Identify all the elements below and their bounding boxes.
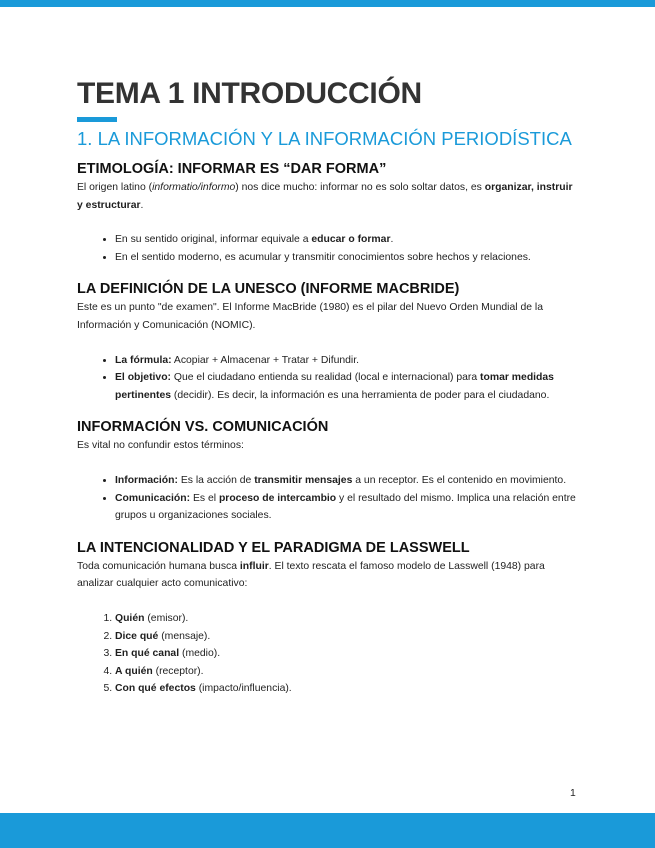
heading-etimologia: ETIMOLOGÍA: INFORMAR ES “DAR FORMA” <box>77 161 387 177</box>
top-accent-bar <box>0 0 655 7</box>
heading-lasswell: LA INTENCIONALIDAD Y EL PARADIGMA DE LASSWELL <box>77 539 470 556</box>
text-run: (medio). <box>179 648 221 660</box>
bold-term: proceso de intercambio <box>218 492 337 504</box>
text-run: ) nos dice mucho: informar no es solo soltar datos, es <box>235 182 485 193</box>
text-run: . <box>390 234 394 246</box>
page-number: 1 <box>570 788 576 799</box>
list-item <box>115 663 577 681</box>
list-item <box>115 472 577 490</box>
document-body <box>77 76 577 698</box>
bold-term: En qué canal <box>115 648 180 660</box>
paragraph-informacion-vs-comunicacion: Es vital no confundir estos términos: <box>77 440 244 452</box>
text-run: . <box>140 199 144 211</box>
list-item <box>115 645 577 663</box>
heading-informacion-vs-comunicacion: INFORMACIÓN VS. COMUNICACIÓN <box>77 419 329 436</box>
paragraph-etimologia <box>77 179 577 214</box>
bold-term: Quién <box>115 612 145 624</box>
bold-term: educar o formar <box>311 234 391 246</box>
list-item <box>115 369 577 404</box>
italic-term: informatio/informo <box>152 182 236 193</box>
text-run: (emisor). <box>144 612 189 624</box>
bold-term: transmitir mensajes <box>254 474 353 486</box>
list-item <box>115 490 577 525</box>
bold-term: Dice qué <box>115 630 159 642</box>
text-run: Es la acción de <box>177 474 255 486</box>
list-etimologia <box>77 231 577 266</box>
bold-term: Comunicación: <box>115 492 191 504</box>
list-item <box>115 680 577 698</box>
text-run: a un receptor. Es el contenido en movimiento. <box>352 474 567 486</box>
list-lasswell <box>77 610 577 698</box>
bold-term: A quién <box>115 665 153 677</box>
text-run: (mensaje). <box>158 630 211 642</box>
list-unesco <box>77 352 577 405</box>
paragraph-lasswell <box>77 558 577 593</box>
bold-term: El objetivo: <box>115 372 171 384</box>
text-run: Es el <box>190 492 219 504</box>
bold-term: Con qué efectos <box>115 683 196 695</box>
text-run: (receptor). <box>152 665 204 677</box>
bold-term: tomar medidas pertinentes <box>115 372 554 401</box>
bold-term: organizar, instruir y estructurar <box>77 182 573 211</box>
list-item: • En el sentido moderno, es acumular y transmitir conocimientos sobre hechos y relaciones. <box>115 249 577 267</box>
text-run: Que el ciudadano entienda su realidad (local e internacional) para <box>171 372 481 384</box>
paragraph-unesco: Este es un punto "de examen". El Informe MacBride (1980) es el pilar del Nuevo Orden Mundial de la Información y Comunicación (NOMIC). <box>77 302 543 331</box>
page-title: TEMA 1 INTRODUCCIÓN <box>77 77 422 110</box>
text-run: (impacto/influencia). <box>195 683 292 695</box>
text-run: El origen latino ( <box>77 182 153 193</box>
list-item <box>115 352 577 370</box>
heading-unesco: LA DEFINICIÓN DE LA UNESCO (INFORME MACBRIDE) <box>77 281 460 298</box>
list-item <box>115 610 577 628</box>
text-run: Toda comunicación humana busca <box>77 560 240 572</box>
bold-term: La fórmula: <box>115 354 172 366</box>
bottom-accent-bar <box>0 813 655 848</box>
text-run: Acopiar + Almacenar + Tratar + Difundir. <box>171 354 359 366</box>
list-item <box>115 231 577 249</box>
bold-term: Información: <box>115 474 178 486</box>
bold-term: influir <box>239 560 269 572</box>
list-item <box>115 628 577 646</box>
title-underline <box>77 117 117 122</box>
list-informacion-vs-comunicacion <box>77 472 577 525</box>
text-run: . El texto rescata el famoso modelo de Lasswell (1948) para analizar cualquier acto comunicativo: <box>77 560 545 590</box>
text-run: y el resultado del mismo. Implica una relación entre grupos u organizaciones sociales. <box>115 492 576 522</box>
text-run: (decidir). Es decir, la información es una herramienta de poder para el ciudadano. <box>171 389 550 401</box>
section-subtitle: 1. LA INFORMACIÓN Y LA INFORMACIÓN PERIODÍSTICA <box>77 128 572 149</box>
text-run: En su sentido original, informar equivale a <box>115 234 312 246</box>
